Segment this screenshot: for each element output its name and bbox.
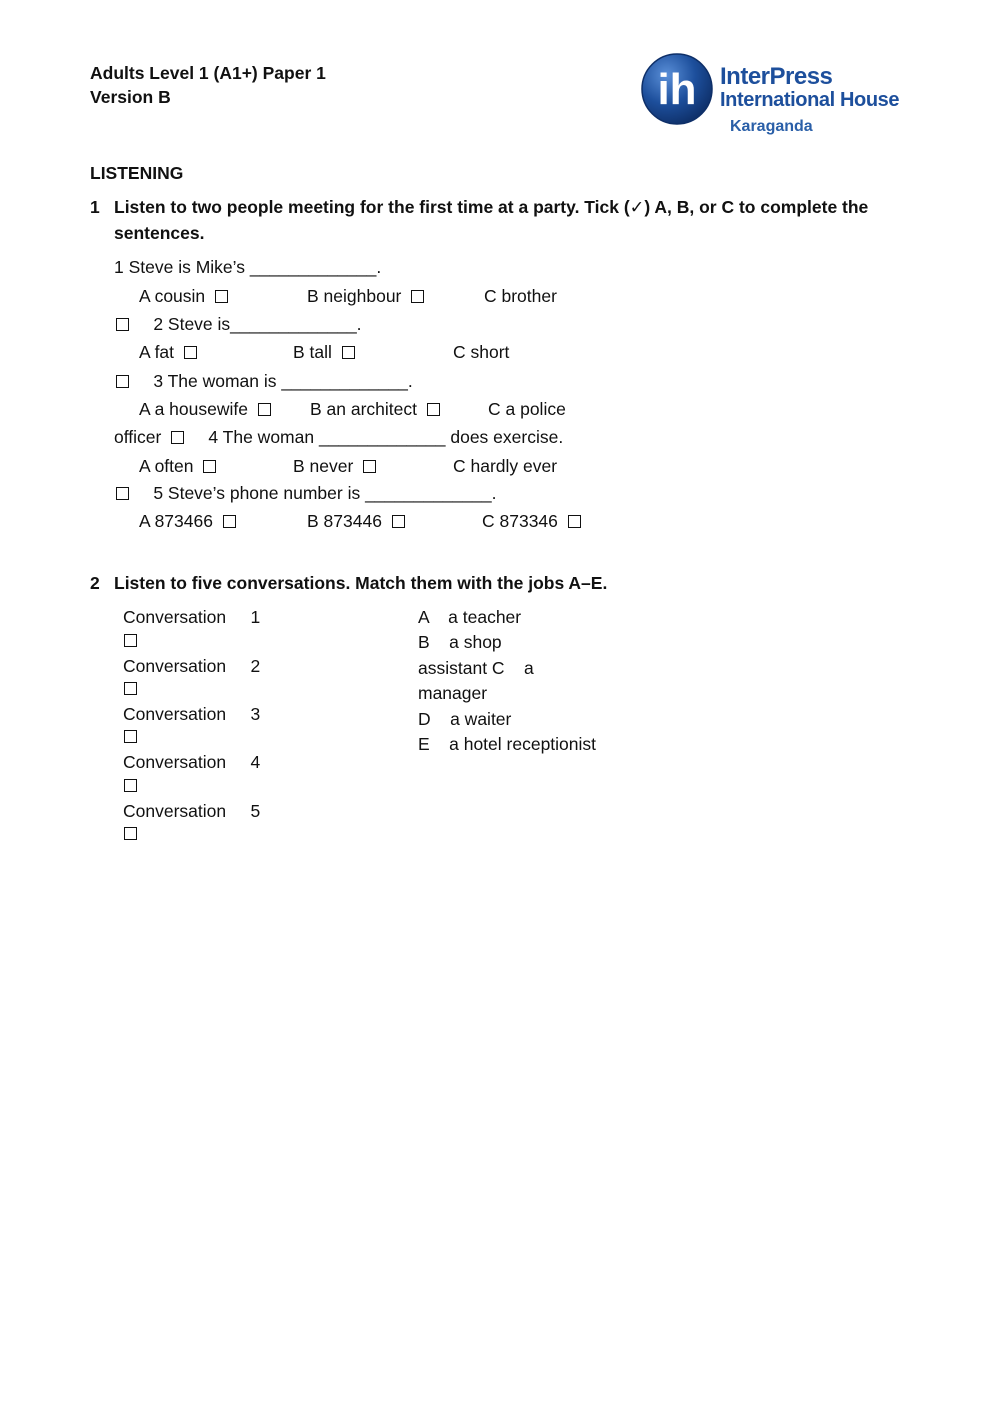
ih-logo-icon [640,52,714,126]
q1-item3-option-c [488,398,566,420]
option-label: A often [139,456,194,476]
q1-item1-stem: 1 Steve is Mike’s _____________. [114,257,382,277]
option-label: C brother [484,286,557,306]
q1-item5-a-checkbox[interactable] [223,515,236,528]
q1-item4-option-b [293,455,376,477]
ih-logo-mark: ih [657,65,697,114]
q1-item1-option-b [307,285,424,307]
q1-item1-b-checkbox[interactable] [411,290,424,303]
conversation-number: 2 [250,656,261,676]
conversation-5-label [123,800,260,822]
conversation-label: Conversation [123,801,227,821]
option-label: B tall [293,342,332,362]
q1-item5-option-b [307,510,405,532]
conversation-1-checkbox[interactable] [124,634,137,647]
q1-item5-stem: 5 Steve’s phone number is _____________. [153,483,497,503]
q1-item2-stem: 2 Steve is_____________. [153,314,362,334]
q1-item3-c-checkbox[interactable] [171,431,184,444]
q1-item1-option-c [484,285,557,307]
q1-item4-option-c [453,455,557,477]
option-label: B 873446 [307,511,382,531]
option-label: A cousin [139,286,206,306]
conversation-number: 4 [250,752,261,772]
q1-item5-b-checkbox[interactable] [392,515,405,528]
job-line-1: A a teacher [418,607,522,627]
job-line-3: assistant C a [418,658,534,678]
conversation-4-label [123,751,260,773]
option-label: C 873346 [482,511,558,531]
logo-city: Karaganda [730,118,813,135]
q1-item3-option-c-continued: officer [114,427,162,447]
conversation-3-label [123,703,260,725]
q1-item2-option-c [453,341,509,363]
option-label: C hardly ever [453,456,558,476]
option-label: B an architect [310,399,417,419]
conversation-5-checkbox[interactable] [124,827,137,840]
q1-item4-c-checkbox[interactable] [116,487,129,500]
q1-item1-c-checkbox[interactable] [116,318,129,331]
q1-item2-c-checkbox[interactable] [116,375,129,388]
conversation-number: 3 [250,704,261,724]
conversation-2-checkbox[interactable] [124,682,137,695]
option-label: B neighbour [307,286,402,306]
q1-item3-a-checkbox[interactable] [258,403,271,416]
paper-version: Version B [90,87,171,107]
conversation-number: 5 [250,801,261,821]
q1-item2-option-b [293,341,355,363]
q1-item1-option-a [139,285,228,307]
q1-item5-row [116,482,496,504]
conversation-label: Conversation [123,607,227,627]
q1-number: 1 [90,197,100,217]
conversation-label: Conversation [123,656,227,676]
q1-item4-option-a [139,455,216,477]
option-label: C short [453,342,510,362]
q1-item2-b-checkbox[interactable] [342,346,355,359]
conversation-1-label [123,606,260,628]
q1-item5-c-checkbox[interactable] [568,515,581,528]
q1-item2-row [116,313,362,335]
q1-instruction-line2: sentences. [114,223,205,243]
conversation-number: 1 [250,607,261,627]
q1-item3-option-b [310,398,440,420]
option-label: A 873466 [139,511,213,531]
q1-item3-stem: 3 The woman is _____________. [153,371,413,391]
q1-item4-b-checkbox[interactable] [363,460,376,473]
conversation-3-checkbox[interactable] [124,730,137,743]
option-label: B never [293,456,354,476]
logo-brand: InterPress [720,63,833,90]
q1-item5-option-c [482,510,581,532]
q2-instruction: Listen to five conversations. Match them with the jobs A–E. [114,573,608,593]
q1-item4-stem: 4 The woman _____________ does exercise. [208,427,564,447]
paper-title: Adults Level 1 (A1+) Paper 1 [90,63,326,83]
q1-item3-b-checkbox[interactable] [427,403,440,416]
q1-item3-option-a [139,398,271,420]
job-line-5: D a waiter [418,709,512,729]
conversation-2-label [123,655,260,677]
q1-item4-row [114,426,563,448]
conversation-label: Conversation [123,752,227,772]
q2-number: 2 [90,573,100,593]
q1-item5-option-a [139,510,236,532]
q1-item2-a-checkbox[interactable] [184,346,197,359]
job-line-6: E a hotel receptionist [418,734,597,754]
q1-instruction-line1: Listen to two people meeting for the first time at a party. Tick (✓) A, B, or C to complete the [114,197,869,217]
q1-item3-row [116,370,413,392]
option-label: A fat [139,342,175,362]
q1-item4-a-checkbox[interactable] [203,460,216,473]
conversation-4-checkbox[interactable] [124,779,137,792]
section-title: LISTENING [90,163,184,183]
job-line-4: manager [418,683,488,703]
q1-item1-a-checkbox[interactable] [215,290,228,303]
conversation-label: Conversation [123,704,227,724]
job-line-2: B a shop [418,632,502,652]
logo-brand-sub: International House [720,89,900,111]
option-label: C a police [488,399,566,419]
q1-item2-option-a [139,341,197,363]
option-label: A a housewife [139,399,248,419]
